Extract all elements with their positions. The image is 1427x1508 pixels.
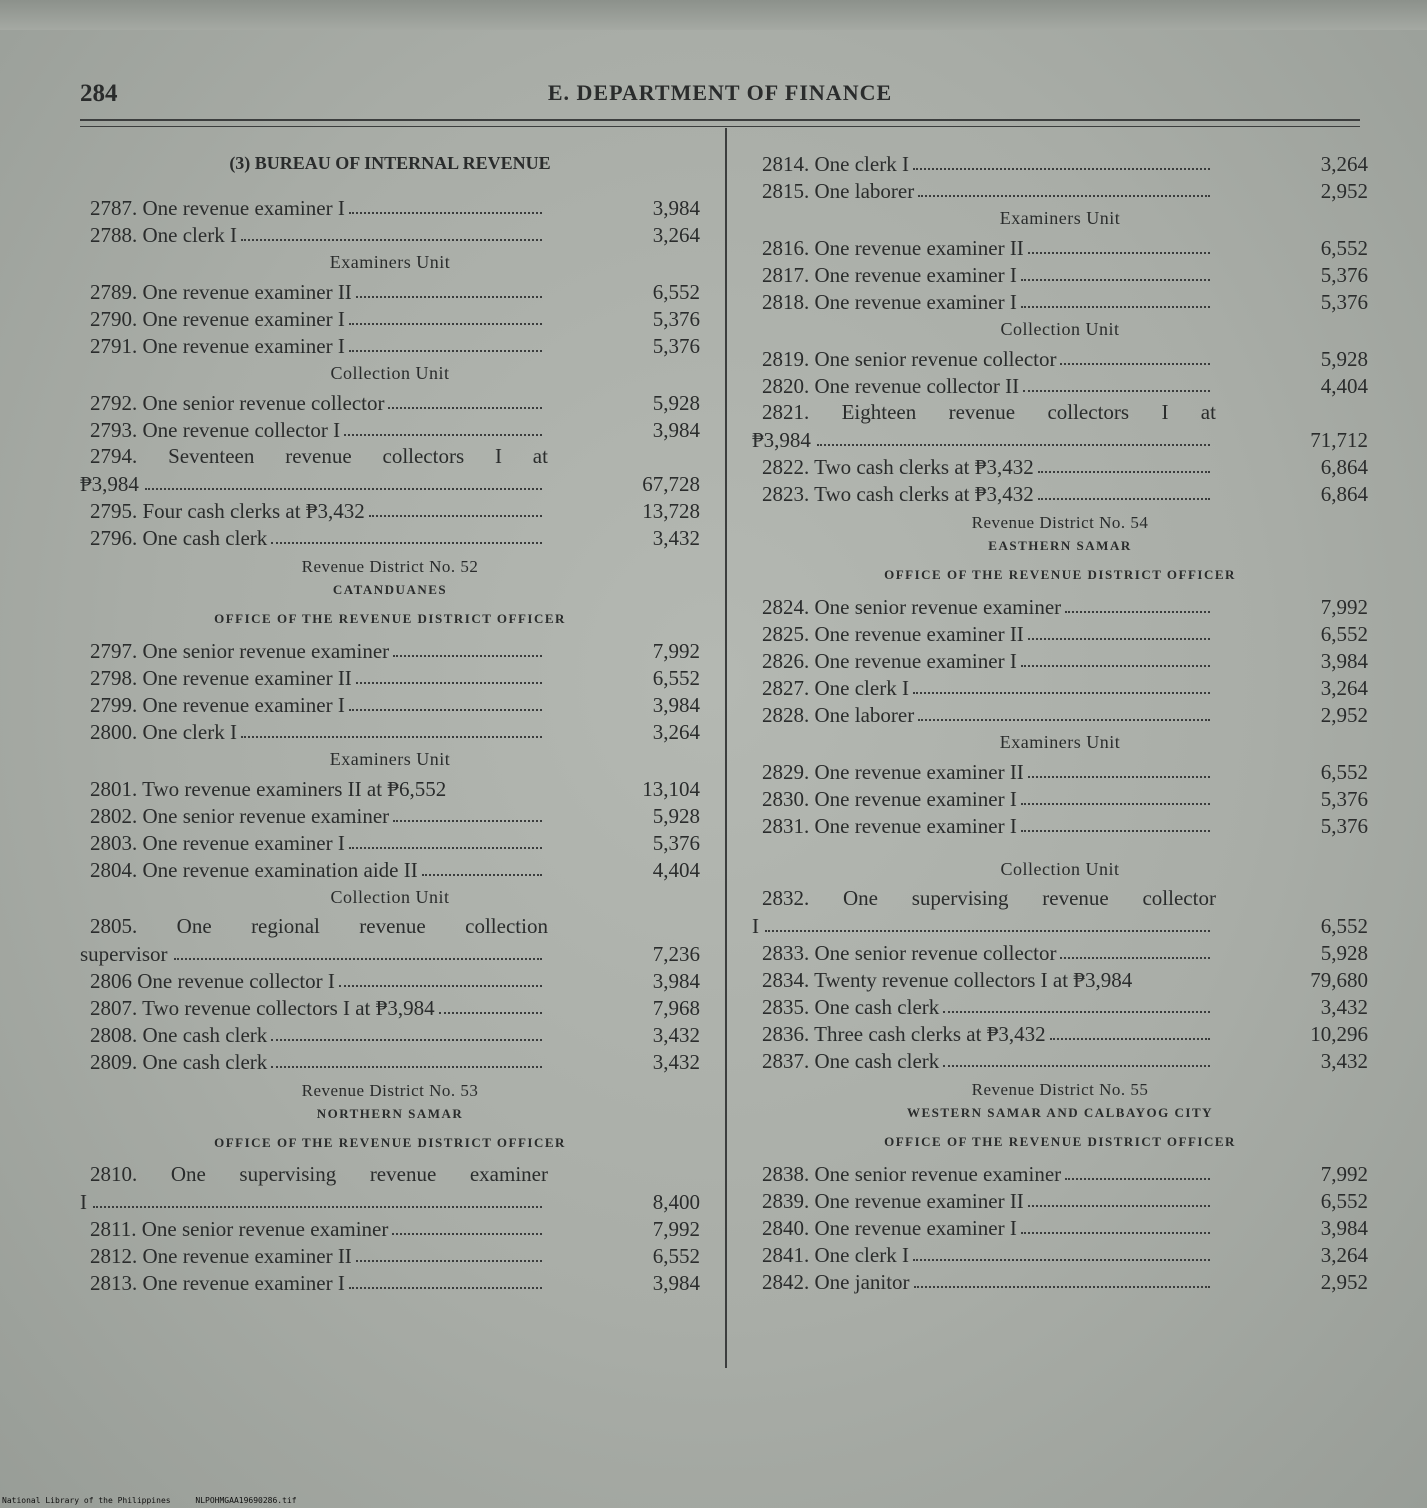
- line-item: 2791. One revenue examiner I 5,376: [90, 334, 700, 358]
- line-item: 2794. Seventeen revenue collectors I at ₱3,984 67,728: [80, 444, 700, 496]
- line-item: 2811. One senior revenue examiner 7,992: [90, 1217, 700, 1241]
- line-item: 2787. One revenue examiner I 3,984: [90, 196, 700, 220]
- footer-library: National Library of the Philippines: [2, 1496, 171, 1505]
- line-item: 2834. Twenty revenue collectors I at ₱3,984 79,680: [762, 968, 1368, 992]
- footer-file: NLPOHMGAA19690286.tif: [195, 1496, 297, 1505]
- column-divider: [725, 128, 727, 1368]
- line-item: 2798. One revenue examiner II 6,552: [90, 666, 700, 690]
- line-item: 2802. One senior revenue examiner 5,928: [90, 804, 700, 828]
- line-item: 2813. One revenue examiner I 3,984: [90, 1271, 700, 1295]
- line-item: 2799. One revenue examiner I 3,984: [90, 693, 700, 717]
- line-item: 2801. Two revenue examiners II at ₱6,552 13,104: [90, 777, 700, 801]
- line-item: 2826. One revenue examiner I 3,984: [762, 649, 1368, 673]
- unit-heading: Collection Unit: [330, 363, 450, 383]
- page-number: 284: [80, 80, 118, 107]
- district-area: WESTERN SAMAR AND CALBAYOG CITY: [906, 1105, 1214, 1120]
- line-item: 2817. One revenue examiner I 5,376: [762, 263, 1368, 287]
- district-area: EASTHERN SAMAR: [988, 538, 1132, 553]
- right-column: [752, 150, 1368, 1295]
- line-item: 2830. One revenue examiner I 5,376: [762, 787, 1368, 811]
- line-item: 2793. One revenue collector I 3,984: [90, 418, 700, 442]
- line-item: 2829. One revenue examiner II 6,552: [762, 760, 1368, 784]
- office-heading: OFFICE OF THE REVENUE DISTRICT OFFICER: [214, 1135, 566, 1150]
- line-item: 2824. One senior revenue examiner 7,992: [762, 595, 1368, 619]
- line-item: 2820. One revenue collector II 4,404: [762, 374, 1368, 398]
- line-item: 2788. One clerk I 3,264: [90, 223, 700, 247]
- district-area: NORTHERN SAMAR: [316, 1106, 464, 1121]
- line-item: 2821. Eighteen revenue collectors I at ₱3,984 71,712: [752, 400, 1368, 452]
- line-item: 2797. One senior revenue examiner 7,992: [90, 639, 700, 663]
- line-item: 2805. One regional revenue collection supervisor 7,236: [80, 914, 700, 966]
- line-item: 2827. One clerk I 3,264: [762, 676, 1368, 700]
- unit-heading: Examiners Unit: [329, 252, 451, 272]
- line-item: 2810. One supervising revenue examiner I 8,400: [80, 1162, 700, 1214]
- line-item: 2800. One clerk I 3,264: [90, 720, 700, 744]
- line-item: 2823. Two cash clerks at ₱3,432 6,864: [762, 482, 1368, 506]
- line-item: 2808. One cash clerk 3,432: [90, 1023, 700, 1047]
- unit-heading: Collection Unit: [330, 887, 450, 907]
- page-edge: [0, 0, 1427, 30]
- line-item: 2809. One cash clerk 3,432: [90, 1050, 700, 1074]
- line-item: 2812. One revenue examiner II 6,552: [90, 1244, 700, 1268]
- line-item: 2795. Four cash clerks at ₱3,432 13,728: [90, 499, 700, 523]
- line-item: 2831. One revenue examiner I 5,376: [762, 814, 1368, 838]
- district-heading: Revenue District No. 52: [301, 557, 479, 576]
- line-item: 2814. One clerk I 3,264: [762, 152, 1368, 176]
- district-area: CATANDUANES: [332, 582, 448, 597]
- district-heading: Revenue District No. 54: [971, 513, 1149, 532]
- left-column: [80, 150, 700, 1296]
- scan-footer: [2, 1496, 317, 1505]
- line-item: 2816. One revenue examiner II 6,552: [762, 236, 1368, 260]
- line-item: 2790. One revenue examiner I 5,376: [90, 307, 700, 331]
- line-item: 2833. One senior revenue collector 5,928: [762, 941, 1368, 965]
- line-item: 2842. One janitor 2,952: [762, 1270, 1368, 1294]
- unit-heading: Examiners Unit: [999, 208, 1121, 228]
- line-item: 2803. One revenue examiner I 5,376: [90, 831, 700, 855]
- unit-heading: Examiners Unit: [329, 749, 451, 769]
- district-heading: Revenue District No. 53: [301, 1081, 479, 1100]
- line-item: 2835. One cash clerk 3,432: [762, 995, 1368, 1019]
- header-rule-thin: [80, 126, 1360, 127]
- office-heading: OFFICE OF THE REVENUE DISTRICT OFFICER: [884, 567, 1236, 582]
- line-item: 2841. One clerk I 3,264: [762, 1243, 1368, 1267]
- line-item: 2806 One revenue collector I 3,984: [90, 969, 700, 993]
- line-item: 2815. One laborer 2,952: [762, 179, 1368, 203]
- header-rule: [80, 119, 1360, 121]
- line-item: 2819. One senior revenue collector 5,928: [762, 347, 1368, 371]
- line-item: 2804. One revenue examination aide II 4,404: [90, 858, 700, 882]
- section-heading: (3) BUREAU OF INTERNAL REVENUE: [229, 153, 551, 173]
- page-title: E. DEPARTMENT OF FINANCE: [547, 80, 893, 105]
- spacer: [752, 839, 1368, 855]
- line-item: 2840. One revenue examiner I 3,984: [762, 1216, 1368, 1240]
- office-heading: OFFICE OF THE REVENUE DISTRICT OFFICER: [214, 611, 566, 626]
- unit-heading: Collection Unit: [1000, 319, 1120, 339]
- office-heading: OFFICE OF THE REVENUE DISTRICT OFFICER: [884, 1134, 1236, 1149]
- line-item: 2789. One revenue examiner II 6,552: [90, 280, 700, 304]
- line-item: 2825. One revenue examiner II 6,552: [762, 622, 1368, 646]
- line-item: 2836. Three cash clerks at ₱3,432 10,296: [762, 1022, 1368, 1046]
- line-item: 2838. One senior revenue examiner 7,992: [762, 1162, 1368, 1186]
- district-heading: Revenue District No. 55: [971, 1080, 1149, 1099]
- unit-heading: Examiners Unit: [999, 732, 1121, 752]
- line-item: 2796. One cash clerk 3,432: [90, 526, 700, 550]
- line-item: 2832. One supervising revenue collector I 6,552: [752, 886, 1368, 938]
- line-item: 2818. One revenue examiner I 5,376: [762, 290, 1368, 314]
- line-item: 2822. Two cash clerks at ₱3,432 6,864: [762, 455, 1368, 479]
- line-item: 2837. One cash clerk 3,432: [762, 1049, 1368, 1073]
- unit-heading: Collection Unit: [1000, 859, 1120, 879]
- line-item: 2792. One senior revenue collector 5,928: [90, 391, 700, 415]
- line-item: 2839. One revenue examiner II 6,552: [762, 1189, 1368, 1213]
- line-item: 2828. One laborer 2,952: [762, 703, 1368, 727]
- line-item: 2807. Two revenue collectors I at ₱3,984 7,968: [90, 996, 700, 1020]
